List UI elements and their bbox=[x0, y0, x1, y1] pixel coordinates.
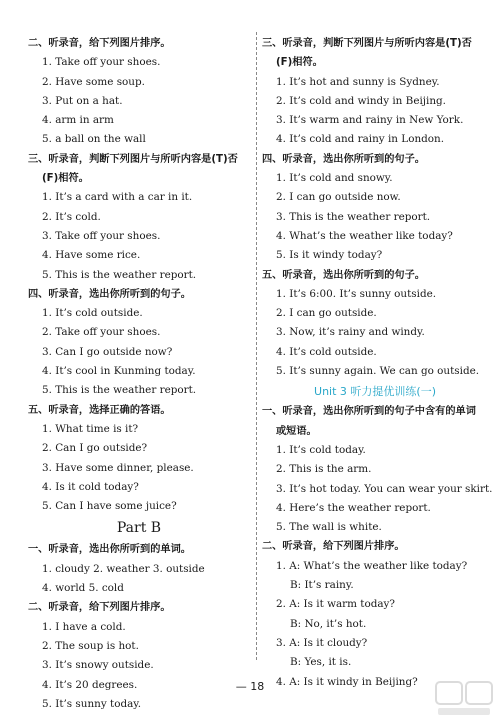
left-text-line: 3. Put on a hat. bbox=[42, 94, 123, 107]
right-text-line: 5. The wall is white. bbox=[276, 521, 382, 534]
right-unit-heading: Unit 3 听力提优训练(一) bbox=[314, 385, 436, 399]
left-text-line: 5. a ball on the wall bbox=[42, 133, 146, 146]
left-text-line: 1. It’s cold outside. bbox=[42, 307, 143, 320]
right-text-line: B: Yes, it is. bbox=[290, 656, 352, 669]
right-text-line: 1. A: What’s the weather like today? bbox=[276, 559, 468, 572]
right-text-line: B: It’s rainy. bbox=[290, 579, 354, 592]
left-text-line: 4. world 5. cold bbox=[42, 582, 124, 595]
left-text-line: 2. It’s cold. bbox=[42, 210, 101, 223]
page-number: — 18 bbox=[235, 680, 265, 693]
left-text-line: 3. Take off your shoes. bbox=[42, 229, 161, 242]
right-text-line: 1. It’s 6:00. It’s sunny outside. bbox=[276, 287, 437, 300]
left-text-line: 3. It’s snowy outside. bbox=[42, 659, 154, 672]
left-text-line: 5. This is the weather report. bbox=[42, 268, 197, 281]
left-text-line: 5. It’s sunny today. bbox=[42, 697, 142, 710]
left-text-line: 2. Take off your shoes. bbox=[42, 326, 161, 339]
column-divider bbox=[256, 32, 257, 660]
left-section-heading: 一、听录音，选出你所听到的单词。 bbox=[28, 544, 191, 556]
left-text-line: 1. What time is it? bbox=[42, 422, 139, 435]
left-part-title: Part B bbox=[116, 520, 162, 537]
right-text-line: 4. It’s cold and rainy in London. bbox=[276, 133, 445, 146]
right-section-heading: 三、听录音，判断下列图片与所听内容是(T)否 bbox=[262, 38, 472, 49]
left-text-line: 2. Can I go outside? bbox=[42, 442, 148, 455]
left-text-line: 4. Have some rice. bbox=[42, 249, 141, 262]
right-text-line: 1. It’s hot and sunny is Sydney. bbox=[276, 75, 440, 88]
right-text-line: 4. It’s cold outside. bbox=[276, 345, 377, 358]
right-text-line: 3. It’s hot today. You can wear your skirt. bbox=[276, 482, 493, 495]
right-text-line: 5. It’s sunny again. We can go outside. bbox=[276, 365, 480, 378]
right-text-line: 3. Now, it’s rainy and windy. bbox=[276, 326, 425, 339]
watermark-logo bbox=[434, 678, 494, 718]
left-text-line: 4. It’s cool in Kunming today. bbox=[42, 365, 196, 378]
right-section-heading: 一、听录音，选出你所听到的句子中含有的单词 bbox=[262, 406, 476, 418]
left-text-line: 3. Have some dinner, please. bbox=[42, 461, 194, 474]
left-text-line: 1. Take off your shoes. bbox=[42, 56, 161, 69]
right-text-line: 3. A: Is it cloudy? bbox=[276, 636, 368, 649]
right-text-line: 1. It’s cold today. bbox=[276, 443, 366, 456]
right-text-line: 2. A: Is it warm today? bbox=[276, 598, 395, 611]
right-text-line: 3. It’s warm and rainy in New York. bbox=[276, 114, 464, 127]
left-section-heading: 三、听录音，判断下列图片与所听内容是(T)否 bbox=[28, 153, 238, 165]
right-section-heading: 五、听录音，选出你所听到的句子。 bbox=[262, 269, 425, 281]
left-text-line: 1. It’s a card with a car in it. bbox=[42, 191, 193, 204]
right-text-line: 1. It’s cold and snowy. bbox=[276, 172, 393, 185]
left-text-line: 4. It’s 20 degrees. bbox=[42, 678, 138, 691]
left-section-heading: 五、听录音，选择正确的答语。 bbox=[28, 404, 171, 416]
left-text-line: 5. Can I have some juice? bbox=[42, 500, 177, 513]
left-text-line: (F)相符。 bbox=[42, 173, 89, 185]
right-section-heading: 二、听录音，给下列图片排序。 bbox=[262, 541, 405, 553]
right-text-line: 2. This is the arm. bbox=[276, 463, 372, 476]
left-text-line: 1. cloudy 2. weather 3. outside bbox=[42, 562, 205, 575]
right-section-heading: 四、听录音，选出你所听到的句子。 bbox=[262, 153, 425, 165]
right-text-line: 2. I can go outside now. bbox=[276, 191, 401, 204]
left-section-heading: 二、听录音，给下列图片排序。 bbox=[28, 602, 171, 614]
left-text-line: 2. The soup is hot. bbox=[42, 639, 139, 652]
left-column bbox=[28, 34, 250, 714]
left-text-line: 4. Is it cold today? bbox=[42, 480, 139, 493]
right-text-line: 3. This is the weather report. bbox=[276, 210, 431, 223]
right-text-line: B: No, it’s hot. bbox=[290, 617, 367, 630]
left-text-line: 5. This is the weather report. bbox=[42, 384, 197, 397]
right-text-line: (F)相符。 bbox=[276, 57, 323, 69]
left-section-heading: 四、听录音，选出你所听到的句子。 bbox=[28, 288, 191, 300]
left-text-line: 2. Have some soup. bbox=[42, 75, 145, 88]
right-text-line: 2. It’s cold and windy in Beijing. bbox=[276, 94, 446, 107]
right-text-line: 4. Here’s the weather report. bbox=[276, 501, 431, 514]
left-text-line: 1. I have a cold. bbox=[42, 620, 126, 633]
right-text-line: 4. What’s the weather like today? bbox=[276, 229, 453, 242]
right-text-line: 4. A: Is it windy in Beijing? bbox=[276, 675, 418, 688]
left-text-line: 4. arm in arm bbox=[42, 114, 114, 127]
right-text-line: 5. Is it windy today? bbox=[276, 249, 383, 262]
right-column bbox=[262, 34, 493, 692]
right-text-line: 或短语。 bbox=[276, 425, 317, 437]
right-text-line: 2. I can go outside. bbox=[276, 307, 377, 320]
left-section-heading: 二、听录音，给下列图片排序。 bbox=[28, 38, 171, 49]
left-text-line: 3. Can I go outside now? bbox=[42, 345, 173, 358]
